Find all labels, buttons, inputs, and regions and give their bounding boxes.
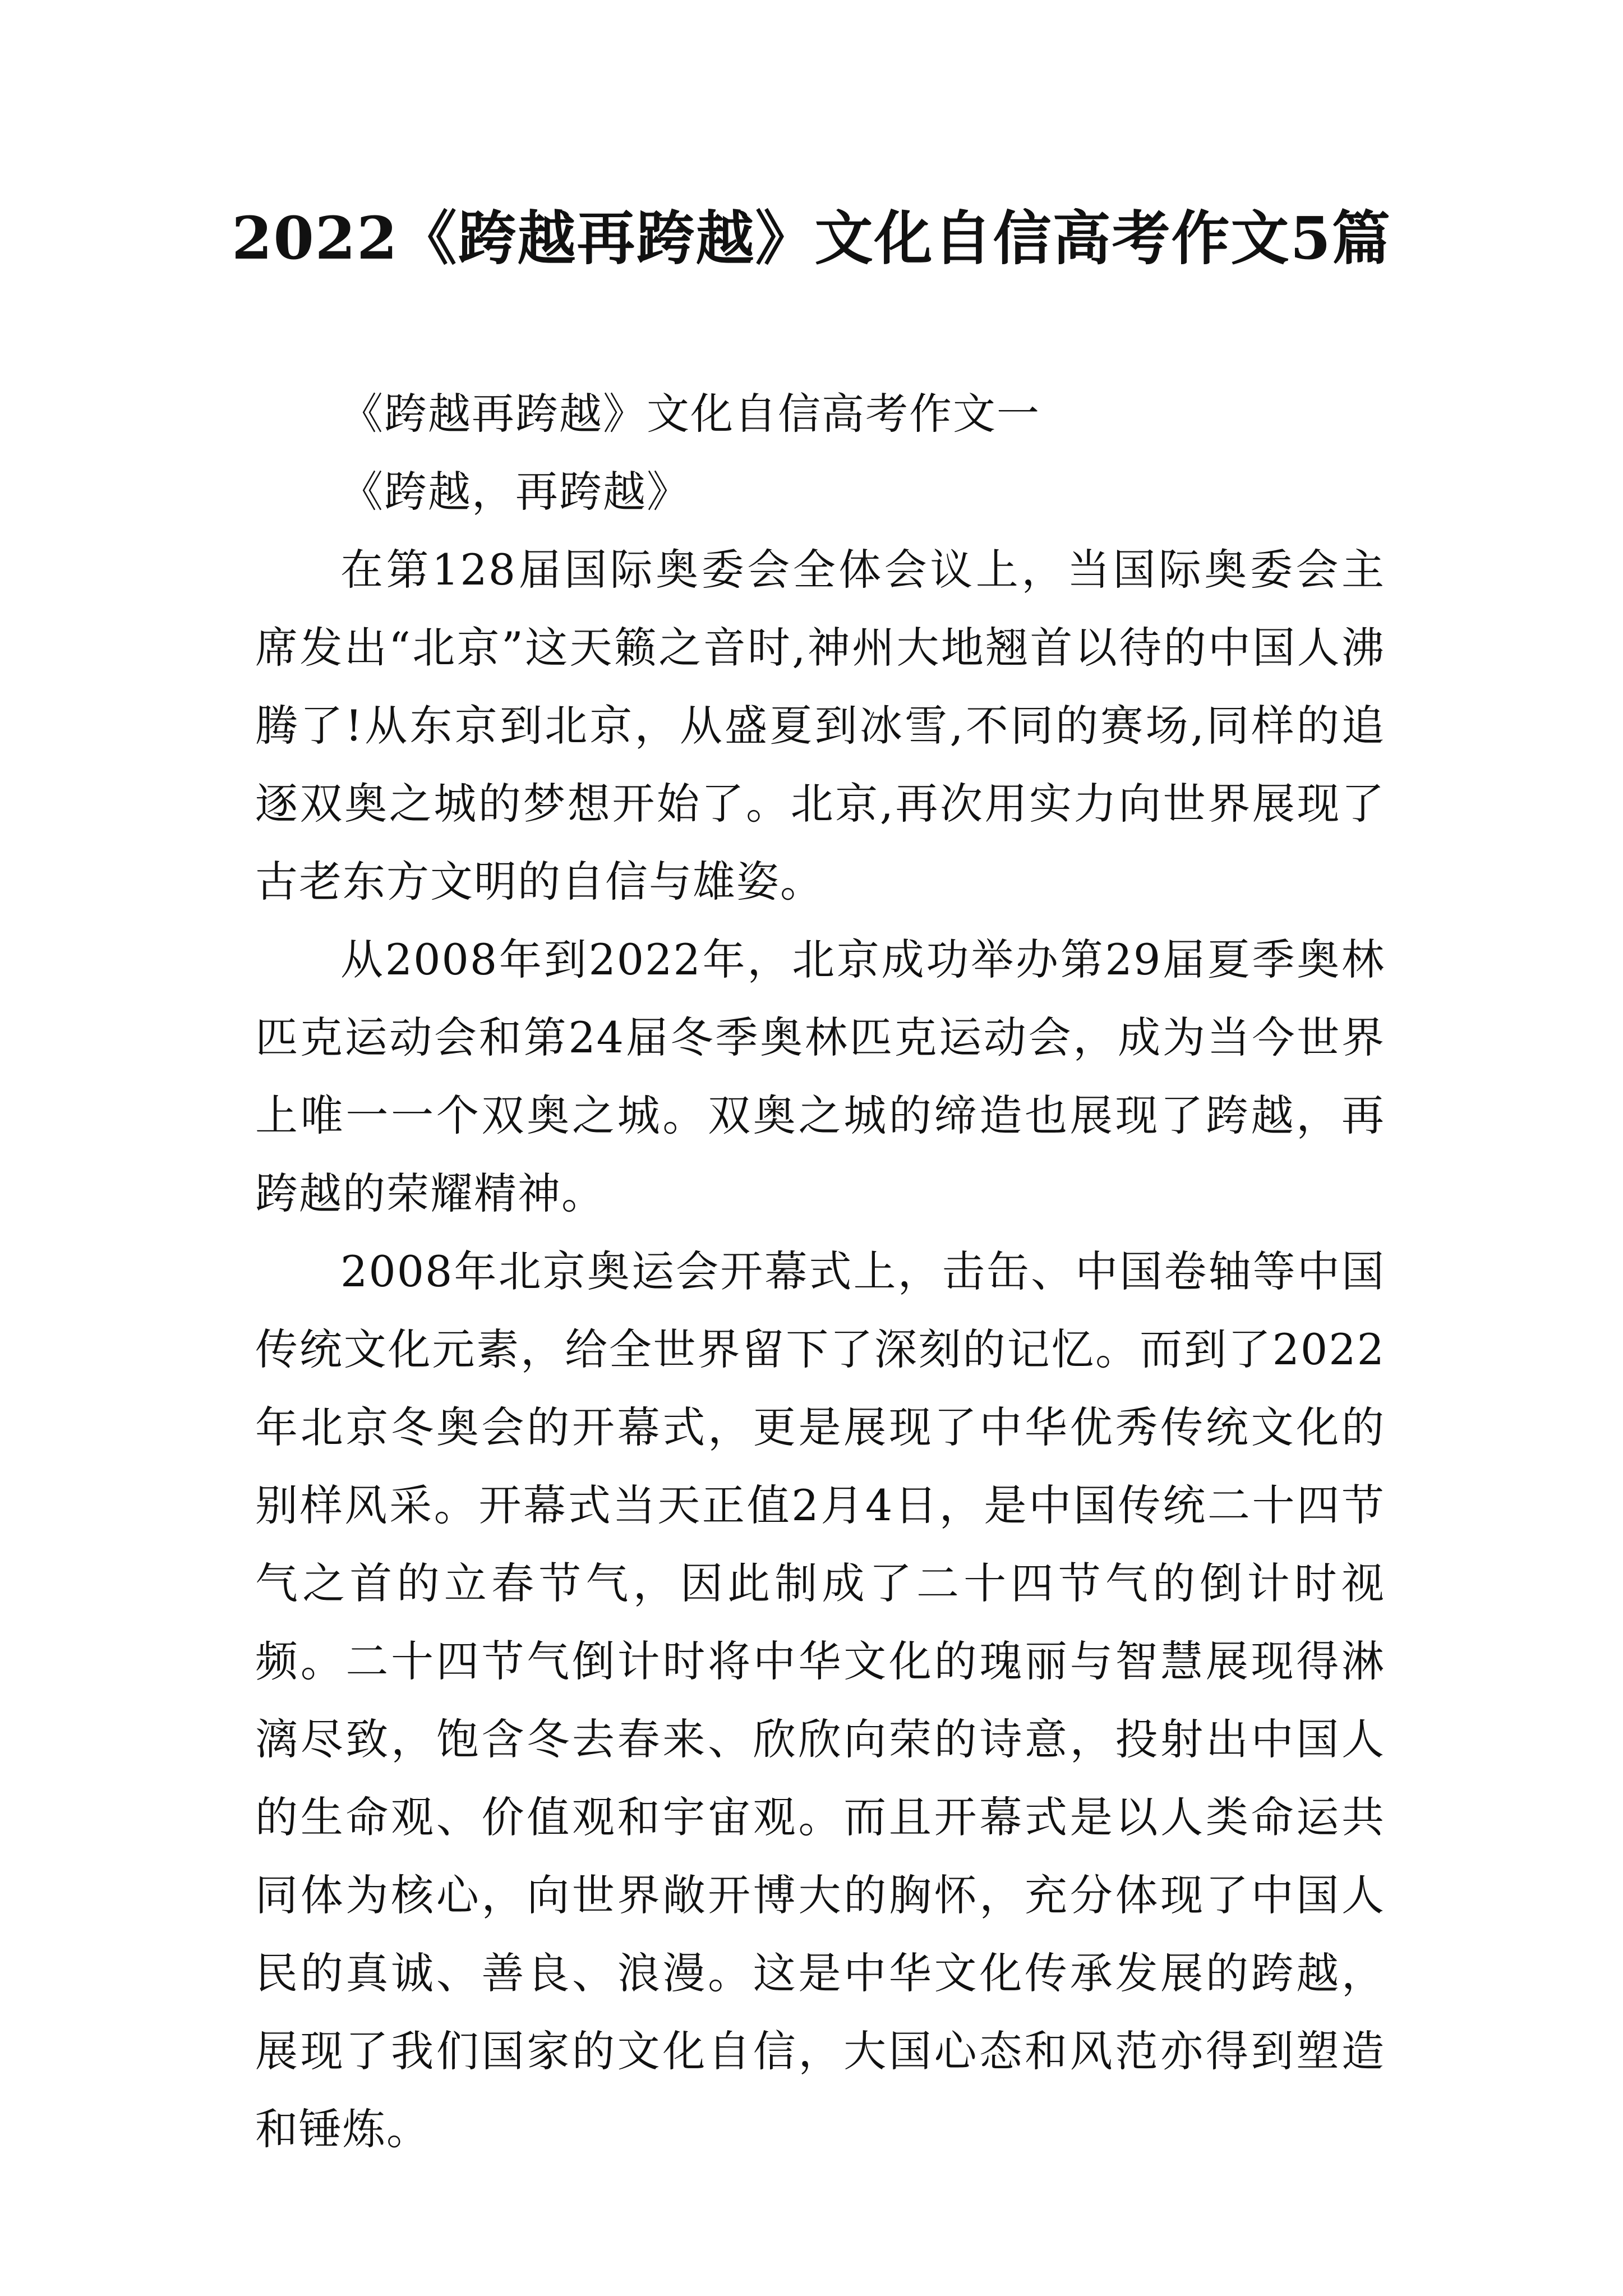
document-body [255,375,1385,2168]
essay-heading: 《跨越再跨越》文化自信高考作文一 [340,389,1040,439]
body-paragraph-3: 2008年北京奥运会开幕式上，击缶、中国卷轴等中国传统文化元素，给全世界留下了深刻的记忆。而到了2022年北京冬奥会的开幕式，更是展现了中华优秀传统文化的别样风采。开幕式当天正值2月4日，是中国传统二十四节气之首的立春节气，因此制成了二十四节气的倒计时视频。二十四节气倒计时将中华文化的瑰丽与智慧展现得淋漓尽致，饱含冬去春来、欣欣向荣的诗意，投射出中国人的生命观、价值观和宇宙观。而且开幕式是以人类命运共同体为核心，向世界敞开博大的胸怀，充分体现了中国人民的真诚、善良、浪漫。这是中华文化传承发展的跨越，展现了我们国家的文化自信，大国心态和风范亦得到塑造和锤炼。 [255,1246,1385,2154]
body-paragraph-1: 在第128届国际奥委会全体会议上，当国际奥委会主席发出“北京”这天籁之音时,神州大地翘首以待的中国人沸腾了!从东京到北京，从盛夏到冰雪,不同的赛场,同样的追逐双奥之城的梦想开始了。北京,再次用实力向世界展现了古老东方文明的自信与雄姿。 [255,545,1385,907]
essay-subtitle: 《跨越，再跨越》 [340,467,690,517]
body-paragraph-2: 从2008年到2022年，北京成功举办第29届夏季奥林匹克运动会和第24届冬季奥林匹克运动会，成为当今世界上唯一一个双奥之城。双奥之城的缔造也展现了跨越，再跨越的荣耀精神。 [255,935,1385,1218]
document-title: 2022《跨越再跨越》文化自信高考作文5篇 [232,204,1391,273]
